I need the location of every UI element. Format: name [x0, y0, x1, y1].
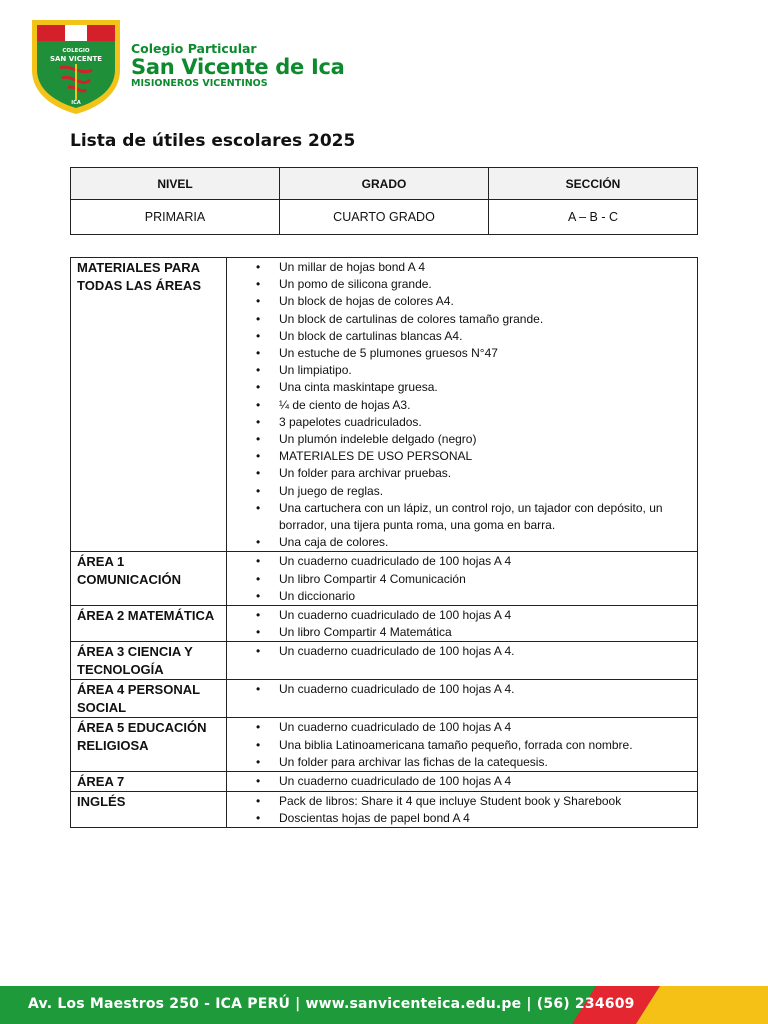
info-value-row	[71, 200, 698, 235]
area-cell: INGLÉS	[71, 792, 227, 828]
list-item: • Pack de libros: Share it 4 que incluye Student book y Sharebook	[279, 793, 691, 810]
page-title: Lista de útiles escolares 2025	[70, 131, 356, 151]
list-item: • Una biblia Latinoamericana tamaño pequeño, forrada con nombre.	[279, 737, 691, 754]
list-item: • Un folder para archivar las fichas de la catequesis.	[279, 754, 691, 771]
list-item: • Un block de cartulinas de colores tamaño grande.	[279, 311, 691, 328]
area-cell: ÁREA 7	[71, 772, 227, 792]
list-item: • Un libro Compartir 4 Comunicación	[279, 571, 691, 588]
item-list	[227, 680, 697, 698]
list-item: • Un cuaderno cuadriculado de 100 hojas A 4.	[279, 681, 691, 698]
list-item: • Una cinta maskintape gruesa.	[279, 379, 691, 396]
list-item: • MATERIALES DE USO PERSONAL	[279, 448, 691, 465]
supplies-table	[70, 257, 698, 828]
supplies-row	[71, 606, 698, 642]
items-cell	[227, 552, 698, 606]
supplies-row	[71, 772, 698, 792]
item-list	[227, 718, 697, 771]
item-list	[227, 772, 697, 790]
item-list	[227, 606, 697, 641]
list-item: • Un cuaderno cuadriculado de 100 hojas A 4	[279, 607, 691, 624]
area-cell: ÁREA 1 COMUNICACIÓN	[71, 552, 227, 606]
header-seccion: SECCIÓN	[489, 168, 698, 200]
area-cell: ÁREA 4 PERSONAL SOCIAL	[71, 680, 227, 718]
list-item: • Un cuaderno cuadriculado de 100 hojas A 4	[279, 719, 691, 736]
items-cell	[227, 258, 698, 552]
value-grado: CUARTO GRADO	[280, 200, 489, 235]
list-item: • Un juego de reglas.	[279, 483, 691, 500]
school-shield-logo	[30, 18, 122, 116]
item-list	[227, 258, 697, 551]
brand-line-3: MISIONEROS VICENTINOS	[131, 78, 268, 89]
list-item: • Una cartuchera con un lápiz, un control rojo, un tajador con depósito, un borrador, una tijera punta roma, una goma en barra.	[279, 500, 691, 534]
items-cell	[227, 606, 698, 642]
items-cell	[227, 792, 698, 828]
items-cell	[227, 772, 698, 792]
supplies-row	[71, 642, 698, 680]
brand-school-name: San Vicente de Ica	[131, 55, 345, 79]
list-item: • 3 papelotes cuadriculados.	[279, 414, 691, 431]
footer-banner	[0, 986, 768, 1024]
list-item: • Un cuaderno cuadriculado de 100 hojas A 4	[279, 773, 691, 790]
supplies-row	[71, 258, 698, 552]
list-item: • Una caja de colores.	[279, 534, 691, 551]
brand-line-1: Colegio Particular	[131, 41, 257, 56]
list-item: • Un block de hojas de colores A4.	[279, 293, 691, 310]
list-item: • Un millar de hojas bond A 4	[279, 259, 691, 276]
supplies-row	[71, 718, 698, 772]
supplies-row	[71, 552, 698, 606]
header-nivel: NIVEL	[71, 168, 280, 200]
area-cell: ÁREA 3 CIENCIA Y TECNOLOGÍA	[71, 642, 227, 680]
supplies-row	[71, 792, 698, 828]
items-cell	[227, 718, 698, 772]
level-grade-section-table	[70, 167, 698, 235]
value-seccion: A – B - C	[489, 200, 698, 235]
items-cell	[227, 642, 698, 680]
area-cell: ÁREA 2 MATEMÁTICA	[71, 606, 227, 642]
list-item: • Un estuche de 5 plumones gruesos N°47	[279, 345, 691, 362]
list-item: • Un plumón indeleble delgado (negro)	[279, 431, 691, 448]
value-nivel: PRIMARIA	[71, 200, 280, 235]
item-list	[227, 642, 697, 660]
list-item: • Un folder para archivar pruebas.	[279, 465, 691, 482]
shield-text-top: COLEGIO	[62, 48, 90, 54]
list-item: • Un libro Compartir 4 Matemática	[279, 624, 691, 641]
item-list	[227, 792, 697, 827]
list-item: • Un pomo de silicona grande.	[279, 276, 691, 293]
shield-text-bottom: ICA	[71, 100, 81, 106]
list-item: • Un block de cartulinas blancas A4.	[279, 328, 691, 345]
list-item: • ¼ de ciento de hojas A3.	[279, 397, 691, 414]
shield-text-main: SAN VICENTE	[49, 55, 103, 63]
list-item: • Un diccionario	[279, 588, 691, 605]
list-item: • Un cuaderno cuadriculado de 100 hojas A 4	[279, 553, 691, 570]
list-item: • Un limpiatipo.	[279, 362, 691, 379]
list-item: • Un cuaderno cuadriculado de 100 hojas A 4.	[279, 643, 691, 660]
header-grado: GRADO	[280, 168, 489, 200]
info-header-row	[71, 168, 698, 200]
footer-contact-text: Av. Los Maestros 250 - ICA PERÚ | www.sanvicenteica.edu.pe | (56) 234609	[28, 996, 635, 1012]
area-cell: ÁREA 5 EDUCACIÓN RELIGIOSA	[71, 718, 227, 772]
supplies-row	[71, 680, 698, 718]
item-list	[227, 552, 697, 605]
list-item: • Doscientas hojas de papel bond A 4	[279, 810, 691, 827]
school-brand	[131, 42, 345, 90]
items-cell	[227, 680, 698, 718]
area-cell: MATERIALES PARA TODAS LAS ÁREAS	[71, 258, 227, 552]
